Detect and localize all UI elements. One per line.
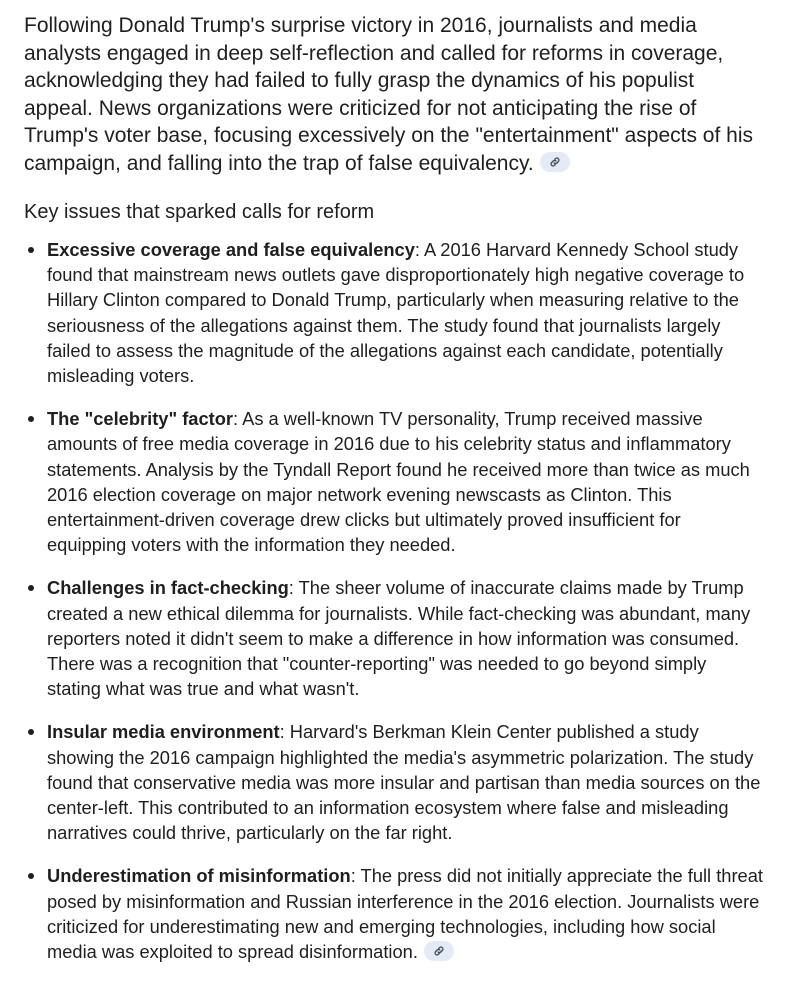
bullet-icon [28,585,34,591]
bullet-icon [28,416,34,422]
issue-text: : A 2016 Harvard Kennedy School study found that mainstream news outlets gave disproportionately high negative coverage to Hillary Clinton compared to Donald Trump, particularly when measuring relative to the seriousness of the allegations against them. The study found that journalists largely failed to assess the magnitude of the allegations against each candidate, potentially misleading voters. [47,239,745,387]
issue-text: : The sheer volume of inaccurate claims made by Trump created a new ethical dilemma for journalists. While fact-checking was abundant, many reporters noted it didn't seem to make a difference in how information was consumed. There was a recognition that "counter-reporting" was needed to go beyond simply stating what was true and what wasn't. [47,577,751,700]
intro-paragraph [24,12,763,177]
issue-title: Challenges in fact-checking [47,577,289,599]
source-link-chip[interactable] [424,941,454,961]
list-item [24,863,763,964]
issues-list [24,237,763,964]
list-item [24,237,763,388]
issue-title: Underestimation of misinformation [47,865,351,887]
list-item [24,575,763,701]
link-icon [433,945,445,957]
issue-text: : As a well-known TV personality, Trump received massive amounts of free media coverage in 2016 due to his celebrity status and inflammatory statements. Analysis by the Tyndall Report found he received more than twice as much 2016 election coverage on major network evening newscasts as Clinton. This entertainment-driven coverage drew clicks but ultimately proved insufficient for equipping voters with the information they needed. [47,408,750,556]
bullet-icon [28,247,34,253]
issue-title: Insular media environment [47,721,280,743]
intro-text: Following Donald Trump's surprise victory in 2016, journalists and media analysts engaged in deep self-reflection and called for reforms in coverage, acknowledging they had failed to fully grasp the dynamics of his populist appeal. News organizations were criticized for not anticipating the rise of Trump's voter base, focusing excessively on the "entertainment" aspects of his campaign, and falling into the trap of false equivalency. [24,14,753,175]
list-item [24,719,763,845]
list-item [24,406,763,557]
source-link-chip[interactable] [540,152,570,172]
issue-title: Excessive coverage and false equivalency [47,239,415,260]
bullet-icon [28,873,34,879]
issue-title: The "celebrity" factor [47,408,233,430]
issue-text: : Harvard's Berkman Klein Center published a study showing the 2016 campaign highlighted the media's asymmetric polarization. The study found that conservative media was more insular and partisan than media sources on the center-left. This contributed to an information ecosystem where false and misleading narratives could thrive, particularly on the far right. [47,721,761,844]
bullet-icon [28,729,34,735]
section-heading: Key issues that sparked calls for reform [24,201,375,223]
link-icon [549,156,561,168]
issue-text: : The press did not initially appreciate the full threat posed by misinformation and Russian interference in the 2016 election. Journalists were criticized for underestimating new and emerging technologies, including how social media was exploited to spread disinformation. [47,865,763,963]
